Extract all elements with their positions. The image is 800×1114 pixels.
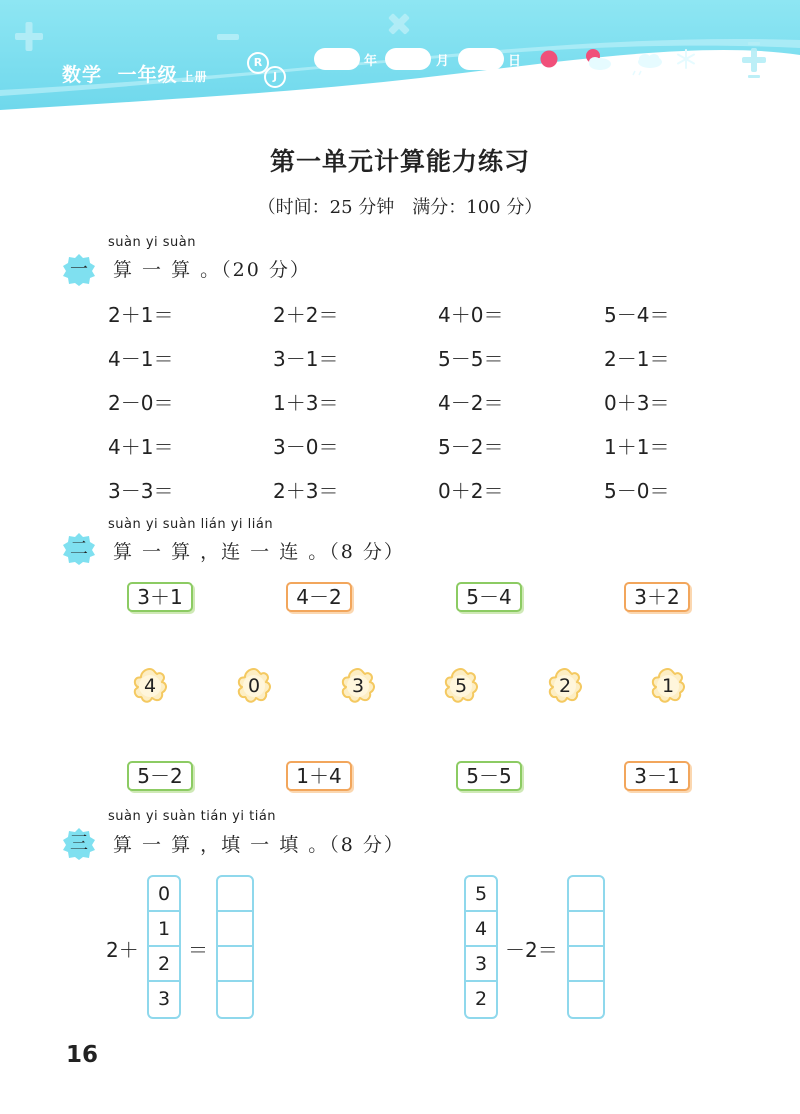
fill-left-value-3: 2 [149,947,179,982]
fill-right-answer-3[interactable] [569,947,603,982]
problem-5-3[interactable]: 0＋2＝ [438,479,504,503]
answer-flower-5[interactable] [546,667,584,705]
match-card-top-1[interactable]: 3＋1 [127,582,193,612]
fill-left-value-4: 3 [157,988,171,1010]
year-label: 年 [364,54,378,69]
month-label: 月 [436,54,450,69]
cloud-icon[interactable] [638,54,662,68]
answer-value-3: 3 [351,675,365,697]
answer-flower-1[interactable] [131,667,169,705]
problem-2-1[interactable]: 4－1＝ [108,347,174,371]
snow-icon[interactable] [678,50,694,68]
year-field[interactable] [314,48,360,70]
match-card-bottom-3[interactable]: 5－5 [456,761,522,791]
problem-3-4[interactable]: 0＋3＝ [604,391,670,415]
section2-pinyin: suàn yi suàn lián yi lián [108,517,274,532]
section2-number: 二 [70,538,88,559]
page-title: 第一单元计算能力练习 [269,147,530,176]
fill-right-values [464,875,498,1019]
answer-flower-4[interactable] [442,667,480,705]
problem-3-1[interactable]: 2－0＝ [108,391,174,415]
fill-left-answer-2[interactable] [218,912,252,947]
answer-flower-2[interactable] [235,667,273,705]
weather-icons [538,47,718,77]
problem-4-1[interactable]: 4＋1＝ [108,435,174,459]
fill-left-prefix: 2＋ [106,938,139,962]
answer-value-6: 1 [661,675,675,697]
match-card-bottom-2[interactable]: 1＋4 [286,761,352,791]
fill-left-values [147,875,181,1019]
section3-heading: 算 一 算 ，填 一 填 。（8 分） [113,834,405,856]
answer-value-1: 4 [143,675,157,697]
subject-grade [62,60,208,87]
rain-icon[interactable] [633,71,641,75]
problem-5-2[interactable]: 2＋3＝ [273,479,339,503]
fill-right-suffix: －2＝ [505,938,558,962]
fill-left-answer-4[interactable] [218,982,252,1017]
match-card-top-2[interactable]: 4－2 [286,582,352,612]
problem-3-3[interactable]: 4－2＝ [438,391,504,415]
problem-5-4[interactable]: 5－0＝ [604,479,670,503]
match-card-top-4[interactable]: 3＋2 [624,582,690,612]
problem-4-2[interactable]: 3－0＝ [273,435,339,459]
section3-badge [62,827,96,861]
fill-left-answers [216,875,254,1019]
problem-1-3[interactable]: 4＋0＝ [438,303,504,327]
section2-badge [62,532,96,566]
fill-right-answer-1[interactable] [569,877,603,912]
section1-pinyin: suàn yi suàn [108,235,197,250]
problem-4-4[interactable]: 1＋1＝ [604,435,670,459]
fill-left-answer-1[interactable] [218,877,252,912]
edition-j-badge: J [264,66,286,88]
fill-right-answer-4[interactable] [569,982,603,1017]
day-field[interactable] [458,48,504,70]
match-card-bottom-4[interactable]: 3－1 [624,761,690,791]
section2-heading: 算 一 算 ，连 一 连 。（8 分） [113,541,405,563]
problem-1-2[interactable]: 2＋2＝ [273,303,339,327]
section3-pinyin: suàn yi suàn tián yi tián [108,809,277,824]
sun-icon[interactable] [541,51,558,68]
section3-number: 三 [70,833,88,854]
answer-value-4: 5 [454,675,468,697]
match-card-bottom-1[interactable]: 5－2 [127,761,193,791]
answer-value-2: 0 [247,675,261,697]
fill-left-answer-3[interactable] [218,947,252,982]
page-number: 16 [66,1042,99,1068]
edition-r-badge: R [247,52,269,74]
day-label: 日 [508,54,522,69]
answer-flower-6[interactable] [649,667,687,705]
section1-number: 一 [70,259,88,280]
volume-label: 上册 [181,70,208,84]
fill-right-value-2: 4 [466,912,496,947]
problem-2-2[interactable]: 3－1＝ [273,347,339,371]
month-field[interactable] [385,48,431,70]
fill-left-equals: ＝ [188,938,208,962]
grade-label: 一年级 [117,64,178,86]
match-card-top-3[interactable]: 5－4 [456,582,522,612]
problem-2-3[interactable]: 5－5＝ [438,347,504,371]
section1-badge [62,253,96,287]
answer-value-5: 2 [558,675,572,697]
problem-5-1[interactable]: 3－3＝ [108,479,174,503]
fill-right-answer-2[interactable] [569,912,603,947]
subject-label: 数学 [62,64,103,86]
fill-right-value-1: 5 [466,877,496,912]
fill-right-value-3: 3 [466,947,496,982]
problem-3-2[interactable]: 1＋3＝ [273,391,339,415]
problem-1-1[interactable]: 2＋1＝ [108,303,174,327]
fill-right-value-4: 2 [474,988,488,1010]
page-subtitle: （时间：25 分钟 满分：100 分） [257,197,543,218]
problem-4-3[interactable]: 5－2＝ [438,435,504,459]
problem-1-4[interactable]: 5－4＝ [604,303,670,327]
fill-left-value-1: 0 [149,877,179,912]
sun-cloud-icon[interactable] [586,49,611,70]
fill-left-value-2: 1 [149,912,179,947]
section1-heading: 算 一 算 。（20 分） [113,259,311,281]
fill-right-answers [567,875,605,1019]
problem-2-4[interactable]: 2－1＝ [604,347,670,371]
answer-flower-3[interactable] [339,667,377,705]
